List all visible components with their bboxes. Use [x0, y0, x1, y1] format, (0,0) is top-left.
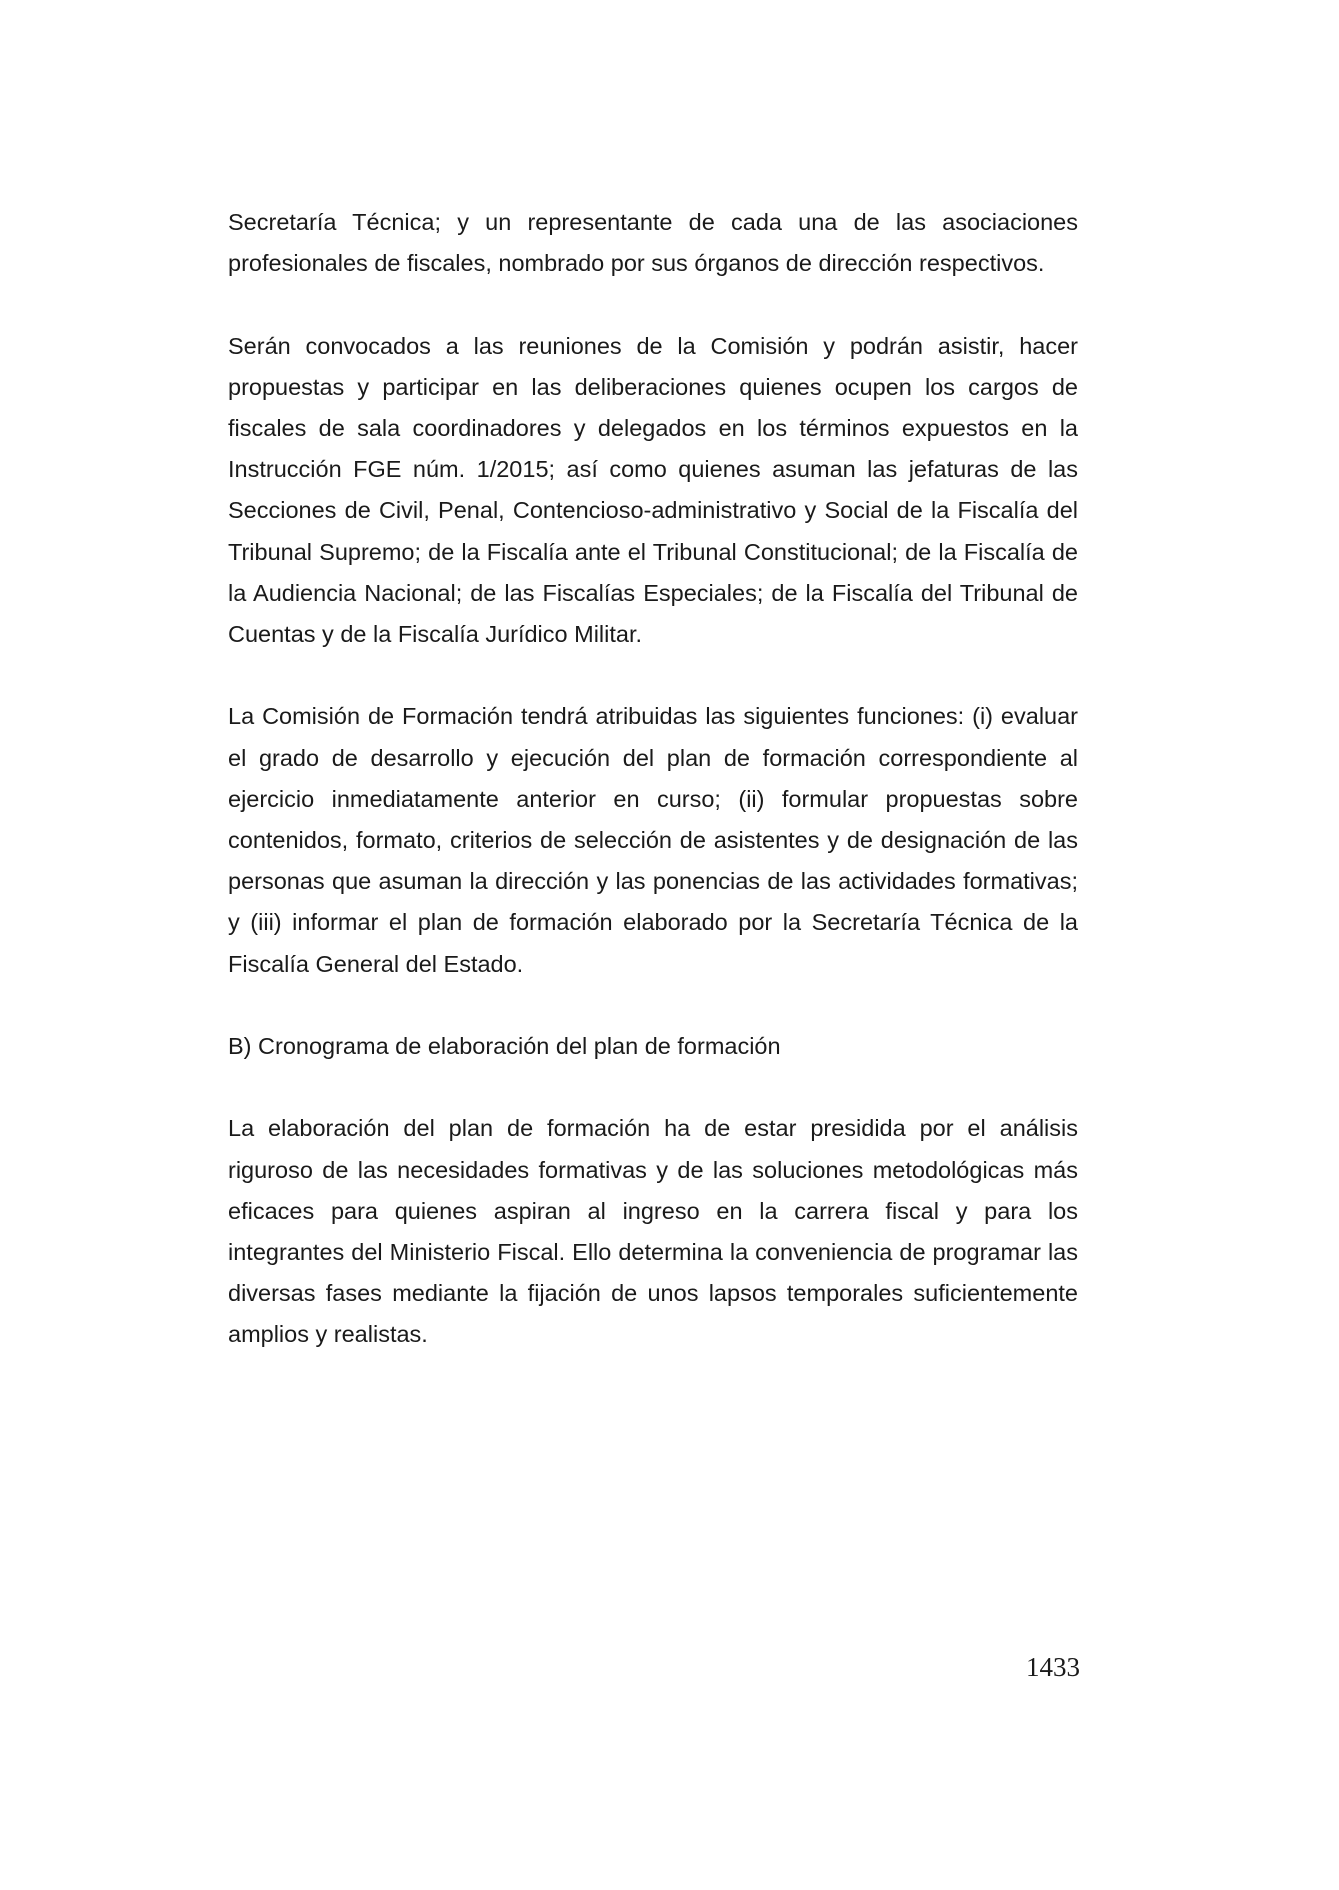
- document-body: [228, 202, 1078, 1397]
- section-heading: B) Cronograma de elaboración del plan de formación: [228, 1033, 781, 1060]
- paragraph-funciones-comision: La Comisión de Formación tendrá atribuidas las siguientes funciones: (i) evaluar el grado de desarrollo y ejecución del plan de formación correspondiente al ejercicio inmediatamente anterior en curso; (ii) formular propuestas sobre contenidos, formato, criterios de selección de asistentes y de designación de las personas que asuman la dirección y las ponencias de las actividades formativas; y (iii) informar el plan de formación elaborado por la Secretaría Técnica de la Fiscalía General del Estado.: [228, 703, 1078, 977]
- paragraph-convocados: Serán convocados a las reuniones de la Comisión y podrán asistir, hacer propuestas y participar en las deliberaciones quienes ocupen los cargos de fiscales de sala coordinadores y delegados en los términos expuestos en la Instrucción FGE núm. 1/2015; así como quienes asuman las jefaturas de las Secciones de Civil, Penal, Contencioso-administrativo y Social de la Fiscalía del Tribunal Supremo; de la Fiscalía ante el Tribunal Constitucional; de la Fiscalía de la Audiencia Nacional; de las Fiscalías Especiales; de la Fiscalía del Tribunal de Cuentas y de la Fiscalía Jurídico Militar.: [228, 332, 1078, 648]
- paragraph-elaboracion-plan: La elaboración del plan de formación ha de estar presidida por el análisis riguroso de las necesidades formativas y de las soluciones metodológicas más eficaces para quienes aspiran al ingreso en la carrera fiscal y para los integrantes del Ministerio Fiscal. Ello determina la conveniencia de programar las diversas fases mediante la fijación de unos lapsos temporales suficientemente amplios y realistas.: [228, 1115, 1078, 1348]
- paragraph-secretaria-tecnica: Secretaría Técnica; y un representante de cada una de las asociaciones profesionales de fiscales, nombrado por sus órganos de dirección respectivos.: [228, 209, 1078, 277]
- page-number: 1433: [1026, 1652, 1080, 1682]
